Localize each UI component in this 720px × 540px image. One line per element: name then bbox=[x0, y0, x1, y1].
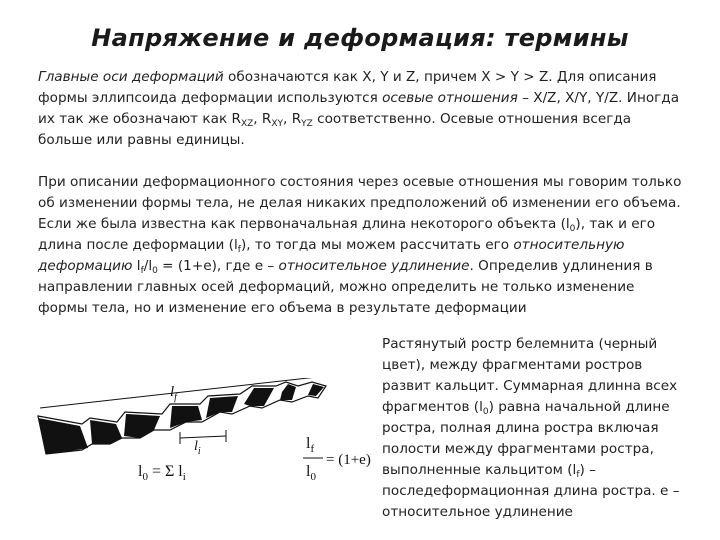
subscript: XY bbox=[271, 119, 284, 129]
rostrum-fragment bbox=[206, 396, 238, 418]
paragraph-relative-deformation bbox=[38, 172, 688, 319]
rostrum-fragment bbox=[170, 406, 202, 428]
li-label: $l_i$ bbox=[194, 439, 201, 457]
text-run: , R bbox=[253, 111, 272, 127]
text-run: ), то тогда мы можем рассчитать его bbox=[240, 237, 514, 253]
subscript: YZ bbox=[301, 119, 313, 129]
term-relative-elongation: относительное удлинение bbox=[278, 258, 470, 274]
text-run: , R bbox=[283, 111, 302, 127]
text-run: /l bbox=[143, 258, 153, 274]
page-title: Напряжение и деформация: термины bbox=[91, 24, 629, 52]
belemnite-figure bbox=[30, 378, 375, 498]
term-axial-ratios: осевые отношения bbox=[382, 90, 518, 106]
text-run: ), так и его длина после деформации (l bbox=[38, 216, 656, 253]
text-run: обозначаются как X, Y и Z, причем X > Y > Z. Для описания формы эллипсоида деформации используются bbox=[38, 69, 657, 106]
text-run: Растянутый ростр белемнита (черный цвет), между фрагментами ростров развит кальцит. Суммарная длинна всех фрагментов (l bbox=[382, 336, 678, 415]
text-run: . Определив удлинения в направлении главных осей деформаций, можно определить не только изменение формы тела, но и изменение его объема в результате деформации bbox=[38, 258, 653, 316]
li-dimension-line bbox=[180, 436, 226, 438]
subscript: 0 bbox=[482, 407, 489, 417]
subscript: f bbox=[237, 245, 241, 255]
text-run: ) – последеформационная длина ростра. e – относительное удлинение bbox=[382, 462, 680, 520]
text-run: При описании деформационного состояния через осевые отношения мы говорим только об изменении формы тела, не делая никаких предположений об изменении его объема. Если же была известна как первоначальная длина некоторого объекта (l bbox=[38, 174, 682, 232]
text-run: – X/Z, X/Y, Y/Z. Иногда их так же обозначают как R bbox=[38, 90, 680, 127]
fraction-numerator: $l_f$ bbox=[306, 435, 315, 455]
paragraph-principal-axes bbox=[38, 67, 688, 151]
sum-equation: $l_0 = \Sigma$ $l_i$ bbox=[138, 463, 186, 483]
term-principal-axes: Главные оси деформаций bbox=[38, 69, 224, 85]
subscript: f bbox=[140, 266, 144, 276]
figure-caption bbox=[382, 334, 694, 523]
text-run: l bbox=[132, 258, 141, 274]
term-relative-deformation: относительную деформацию bbox=[38, 237, 625, 274]
text-run: = (1+e), где e – bbox=[157, 258, 279, 274]
fraction-rhs: = (1+e) bbox=[326, 452, 371, 468]
subscript: XZ bbox=[240, 119, 254, 129]
subscript: 0 bbox=[152, 266, 158, 276]
text-run: ) равна начальной длине ростра, полная длина ростра включая полости между фрагментами ростра, выполненные кальцитом (l bbox=[382, 399, 670, 478]
subscript: f bbox=[576, 470, 580, 480]
text-run: соответственно. Осевые отношения всегда больше или равны единицы. bbox=[38, 111, 632, 148]
lf-label: $l_f$ bbox=[170, 384, 177, 403]
rostrum-fragment bbox=[124, 414, 160, 438]
subscript: 0 bbox=[569, 224, 576, 234]
fraction-denominator: $l_0$ bbox=[306, 463, 316, 483]
